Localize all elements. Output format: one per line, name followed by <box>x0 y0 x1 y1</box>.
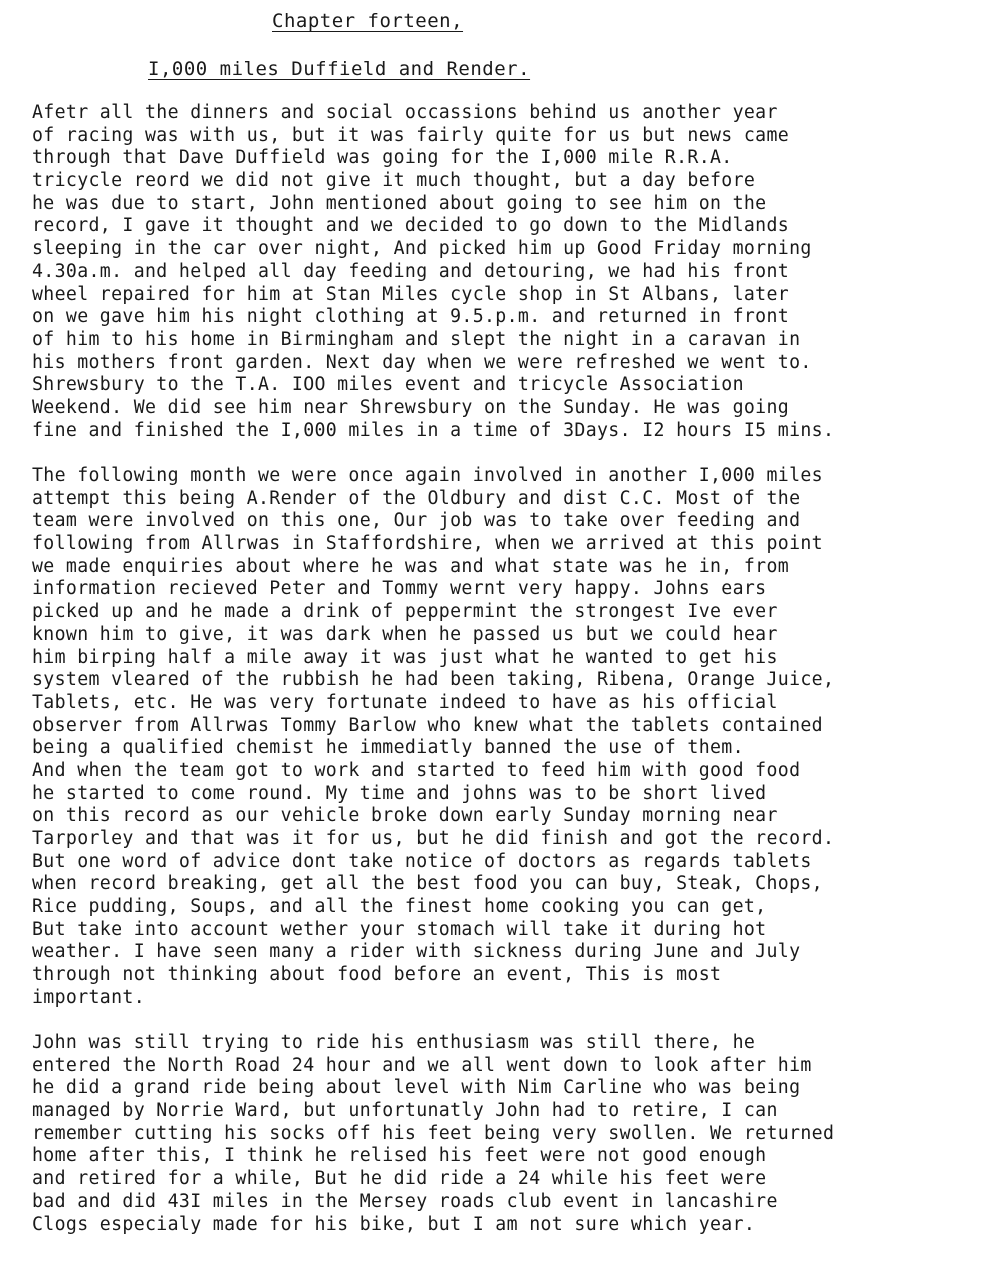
paragraph-render <box>32 465 834 1010</box>
text-line: of racing was with us, but it was fairly quite for us but news came <box>32 124 790 146</box>
text-line: sleeping in the car over night, And picked him up Good Friday morning <box>32 238 812 260</box>
text-line: record, I gave it thought and we decided to go down to the Midlands <box>32 215 790 237</box>
text-line: his mothers front garden. Next day when we were refreshed we went to. <box>32 351 812 373</box>
text-line: fine and finished the I,000 miles in a time of 3Days. I2 hours I5 mins. <box>32 419 835 441</box>
text-line: through that Dave Duffield was going for the I,000 mile R.R.A. <box>32 147 733 169</box>
text-line: Rice pudding, Soups, and all the finest home cooking you can get, <box>32 896 767 918</box>
text-line: Tablets, etc. He was very fortunate indeed to have as his official <box>32 691 778 713</box>
text-line: being a qualified chemist he immediatly banned the use of them. <box>32 737 744 759</box>
chapter-subtitle: I,000 miles Duffield and Render. <box>148 58 531 80</box>
text-line: him birping half a mile away it was just what he wanted to get his <box>32 646 778 668</box>
text-line: bad and did 43I miles in the Mersey roads club event in lancashire <box>32 1190 778 1212</box>
paragraph-duffield <box>32 102 834 442</box>
text-line: Tarporley and that was it for us, but he did finish and got the record. <box>32 828 835 849</box>
text-line: on this record as our vehicle broke down early Sunday morning near <box>32 805 778 827</box>
text-line: known him to give, it was dark when he passed us but we could hear <box>32 623 778 645</box>
text-line: observer from Allrwas Tommy Barlow who knew what the tablets contained <box>32 714 823 736</box>
text-line: But take into account wether your stomach will take it during hot <box>32 918 767 940</box>
text-line: Afetr all the dinners and social occassions behind us another year <box>32 102 778 123</box>
text-line: Shrewsbury to the T.A. IOO miles event and tricycle Association <box>32 374 744 396</box>
paragraph-john-north-road <box>32 1032 834 1236</box>
text-line: remember cutting his socks off his feet being very swollen. We returned <box>32 1122 835 1144</box>
text-line: 4.30a.m. and helped all day feeding and detouring, we had his front <box>32 260 790 282</box>
text-line: following from Allrwas in Staffordshire, when we arrived at this point <box>32 533 823 555</box>
text-line: on we gave him his night clothing at 9.5.p.m. and returned in front <box>32 306 790 328</box>
text-line: he started to come round. My time and johns was to be short lived <box>32 782 767 804</box>
text-line: And when the team got to work and started to feed him with good food <box>32 759 801 781</box>
text-line: tricycle reord we did not give it much thought, but a day before <box>32 170 756 192</box>
text-line: when record breaking, get all the best food you can buy, Steak, Chops, <box>32 873 823 895</box>
text-line: we made enquiries about where he was and what state was he in, from <box>32 555 790 577</box>
text-line: team were involved on this one, Our job was to take over feeding and <box>32 510 801 532</box>
text-line: he did a grand ride being about level with Nim Carline who was being <box>32 1077 801 1099</box>
chapter-title: Chapter forteen, <box>272 10 464 32</box>
text-line: of him to his home in Birmingham and slept the night in a caravan in <box>32 328 801 350</box>
text-line: entered the North Road 24 hour and we all went down to look after him <box>32 1054 812 1076</box>
text-line: he was due to start, John mentioned about going to see him on the <box>32 192 767 214</box>
text-line: The following month we were once again involved in another I,000 miles <box>32 465 823 486</box>
text-line: weather. I have seen many a rider with sickness during June and July <box>32 941 801 963</box>
text-line: Clogs especialy made for his bike, but I am not sure which year. <box>32 1213 756 1235</box>
text-line: system vleared of the rubbish he had been taking, Ribena, Orange Juice, <box>32 669 835 691</box>
text-line: information recieved Peter and Tommy wernt very happy. Johns ears <box>32 578 767 600</box>
text-line: John was still trying to ride his enthusiasm was still there, he <box>32 1032 756 1053</box>
text-line: picked up and he made a drink of peppermint the strongest Ive ever <box>32 601 778 623</box>
text-line: Weekend. We did see him near Shrewsbury on the Sunday. He was going <box>32 396 790 418</box>
text-line: But one word of advice dont take notice of doctors as regards tablets <box>32 850 812 872</box>
text-line: and retired for a while, But he did ride a 24 while his feet were <box>32 1168 767 1190</box>
text-line: wheel repaired for him at Stan Miles cycle shop in St Albans, later <box>32 283 790 305</box>
text-line: important. <box>32 986 145 1008</box>
text-line: managed by Norrie Ward, but unfortunatly John had to retire, I can <box>32 1100 778 1122</box>
text-line: home after this, I think he relised his feet were not good enough <box>32 1145 767 1167</box>
text-line: through not thinking about food before an event, This is most <box>32 964 722 986</box>
text-line: attempt this being A.Render of the Oldbury and dist C.C. Most of the <box>32 487 801 509</box>
